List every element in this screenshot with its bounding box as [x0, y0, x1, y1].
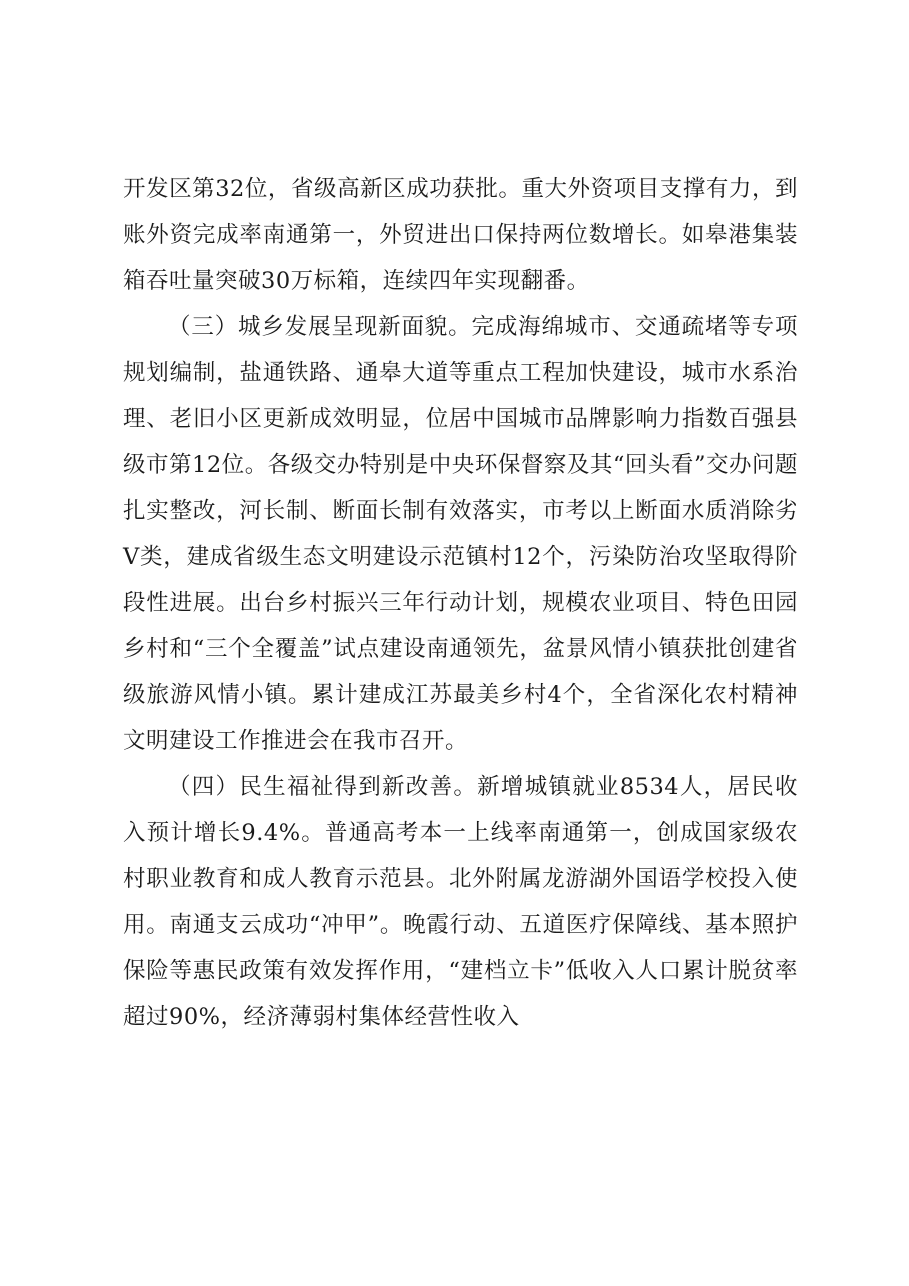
- paragraph-development-zone: 开发区第32位，省级高新区成功获批。重大外资项目支撑有力，到账外资完成率南通第一，外贸进出口保持两位数增长。如皋港集装箱吞吐量突破30万标箱，连续四年实现翻番。: [123, 176, 798, 294]
- paragraph-urban-rural-development: （三）城乡发展呈现新面貌。完成海绵城市、交通疏堵等专项规划编制，盐通铁路、通皋大道等重点工程加快建设，城市水系治理、老旧小区更新成效明显，位居中国城市品牌影响力指数百强县级市第12位。各级交办特别是中央环保督察及其“回头看”交办问题扎实整改，河长制、断面长制有效落实，市考以上断面水质消除劣Ⅴ类，建成省级生态文明建设示范镇村12个，污染防治攻坚取得阶段性进展。出台乡村振兴三年行动计划，规模农业项目、特色田园乡村和“三个全覆盖”试点建设南通领先，盆景风情小镇获批创建省级旅游风情小镇。累计建成江苏最美乡村4个，全省深化农村精神文明建设工作推进会在我市召开。: [123, 314, 798, 754]
- document-body: [123, 166, 798, 1040]
- paragraph-livelihood-wellbeing: （四）民生福祉得到新改善。新增城镇就业8534人，居民收入预计增长9.4%。普通高考本一上线率南通第一，创成国家级农村职业教育和成人教育示范县。北外附属龙游湖外国语学校投入使用。南通支云成功“冲甲”。晚霞行动、五道医疗保障线、基本照护保险等惠民政策有效发挥作用，“建档立卡”低收入人口累计脱贫率超过90%，经济薄弱村集体经营性收入: [123, 774, 798, 1030]
